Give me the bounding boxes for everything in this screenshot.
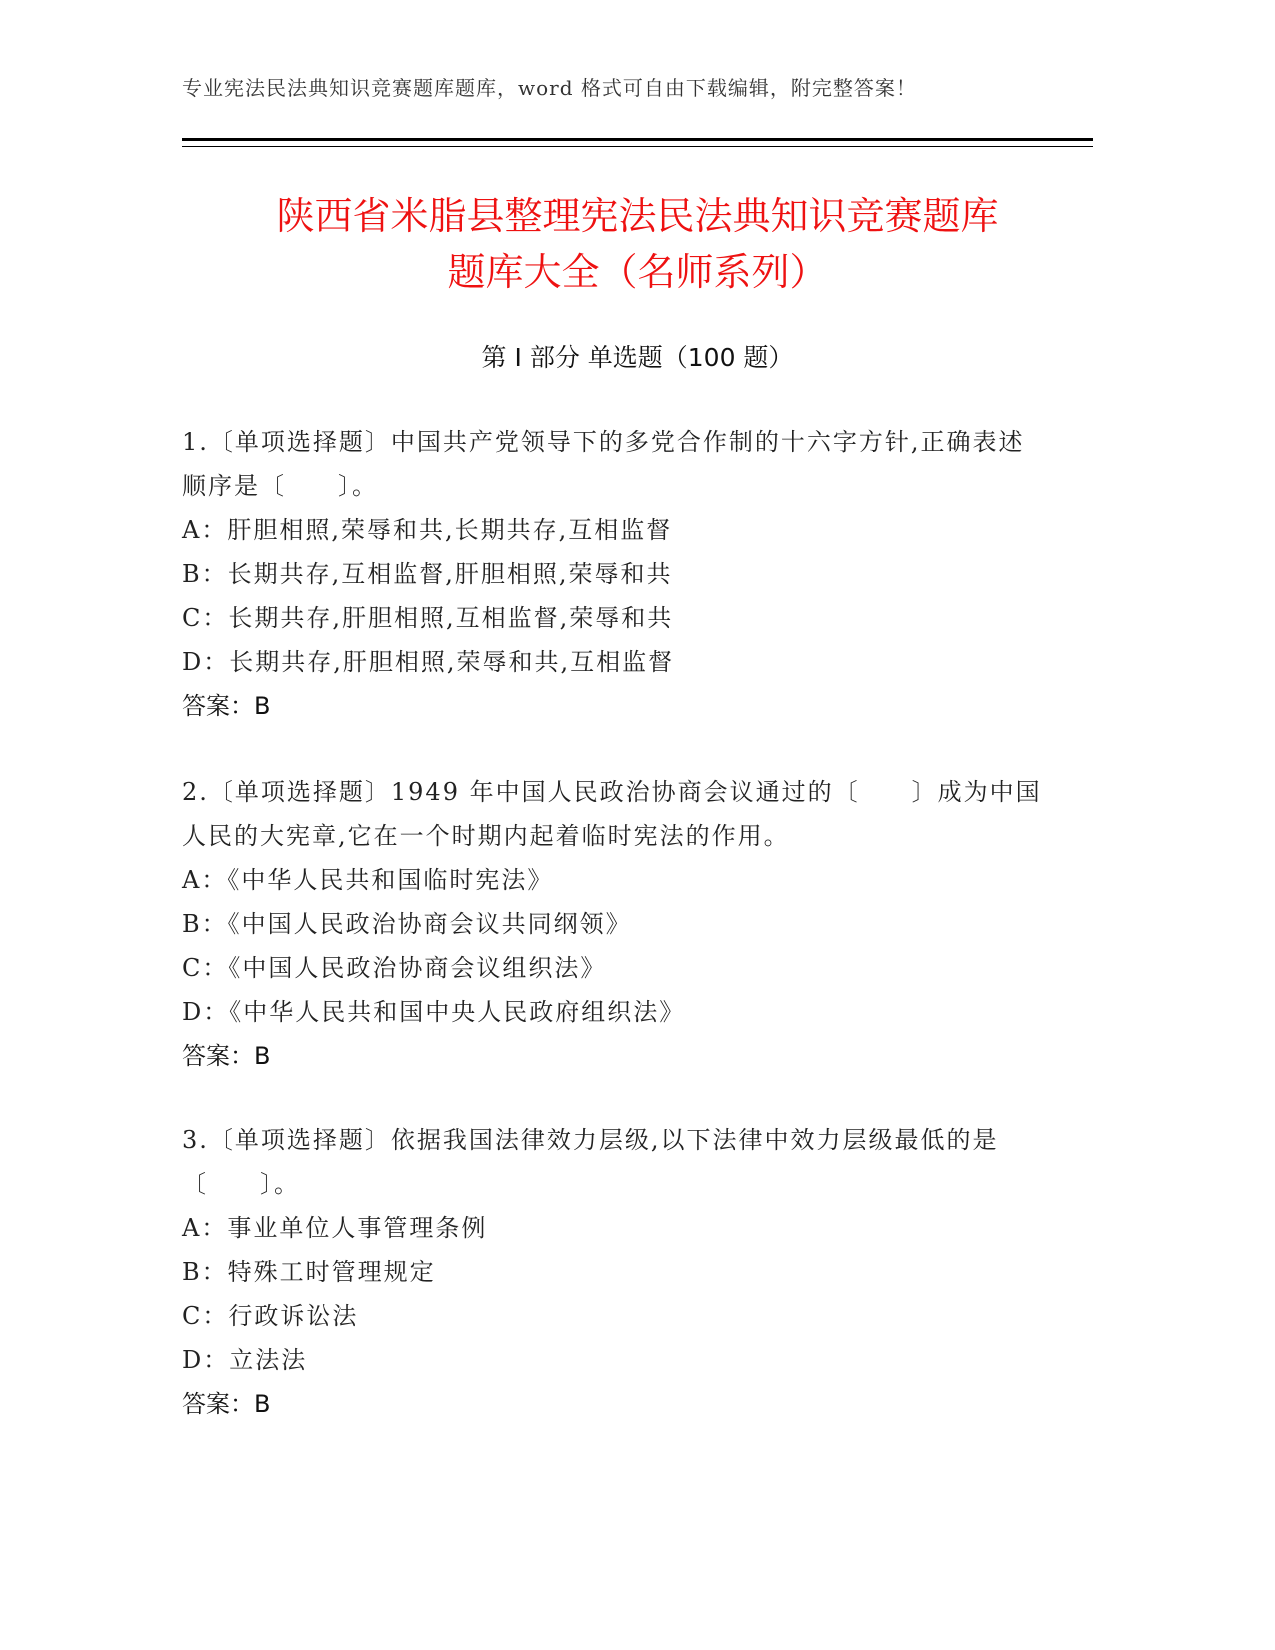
option-a: A：肝胆相照,荣辱和共,长期共存,互相监督: [182, 516, 673, 544]
header-note: 专业宪法民法典知识竞赛题库题库，word 格式可自由下载编辑，附完整答案！: [182, 76, 917, 100]
question-stem: 3.〔单项选择题〕依据我国法律效力层级,以下法律中效力层级最低的是〔 〕。: [182, 1126, 999, 1198]
option-b: B：长期共存,互相监督,肝胆相照,荣辱和共: [182, 560, 673, 588]
header-rule-thin: [182, 146, 1093, 147]
option-d: D：长期共存,肝胆相照,荣辱和共,互相监督: [182, 648, 675, 676]
option-d: D：立法法: [182, 1346, 308, 1374]
option-b: B：特殊工时管理规定: [182, 1258, 436, 1286]
question-stem: 1.〔单项选择题〕中国共产党领导下的多党合作制的十六字方针,正确表述顺序是〔 〕。: [182, 428, 1025, 500]
document-title: [182, 188, 1093, 300]
document-title-line-2: 题库大全（名师系列）: [447, 250, 828, 294]
header-rule-thick: [182, 138, 1093, 141]
answer: 答案：B: [182, 1042, 271, 1070]
option-c: C：行政诉讼法: [182, 1302, 359, 1330]
question-stem: 2.〔单项选择题〕1949 年中国人民政治协商会议通过的〔 〕成为中国人民的大宪章,它在一个时期内起着临时宪法的作用。: [182, 778, 1042, 850]
question-3: [182, 1118, 1093, 1426]
answer: 答案：B: [182, 692, 271, 720]
option-c: C：《中国人民政治协商会议组织法》: [182, 954, 607, 982]
question-2: [182, 770, 1093, 1078]
question-1: [182, 420, 1093, 728]
option-b: B：《中国人民政治协商会议共同纲领》: [182, 910, 632, 938]
option-c: C：长期共存,肝胆相照,互相监督,荣辱和共: [182, 604, 674, 632]
option-a: A：《中华人民共和国临时宪法》: [182, 866, 554, 894]
answer: 答案：B: [182, 1390, 271, 1418]
option-a: A：事业单位人事管理条例: [182, 1214, 488, 1242]
document-title-line-1: 陕西省米脂县整理宪法民法典知识竞赛题库: [276, 194, 999, 238]
option-d: D：《中华人民共和国中央人民政府组织法》: [182, 998, 686, 1026]
section-title: 第 I 部分 单选题（100 题）: [481, 343, 794, 372]
